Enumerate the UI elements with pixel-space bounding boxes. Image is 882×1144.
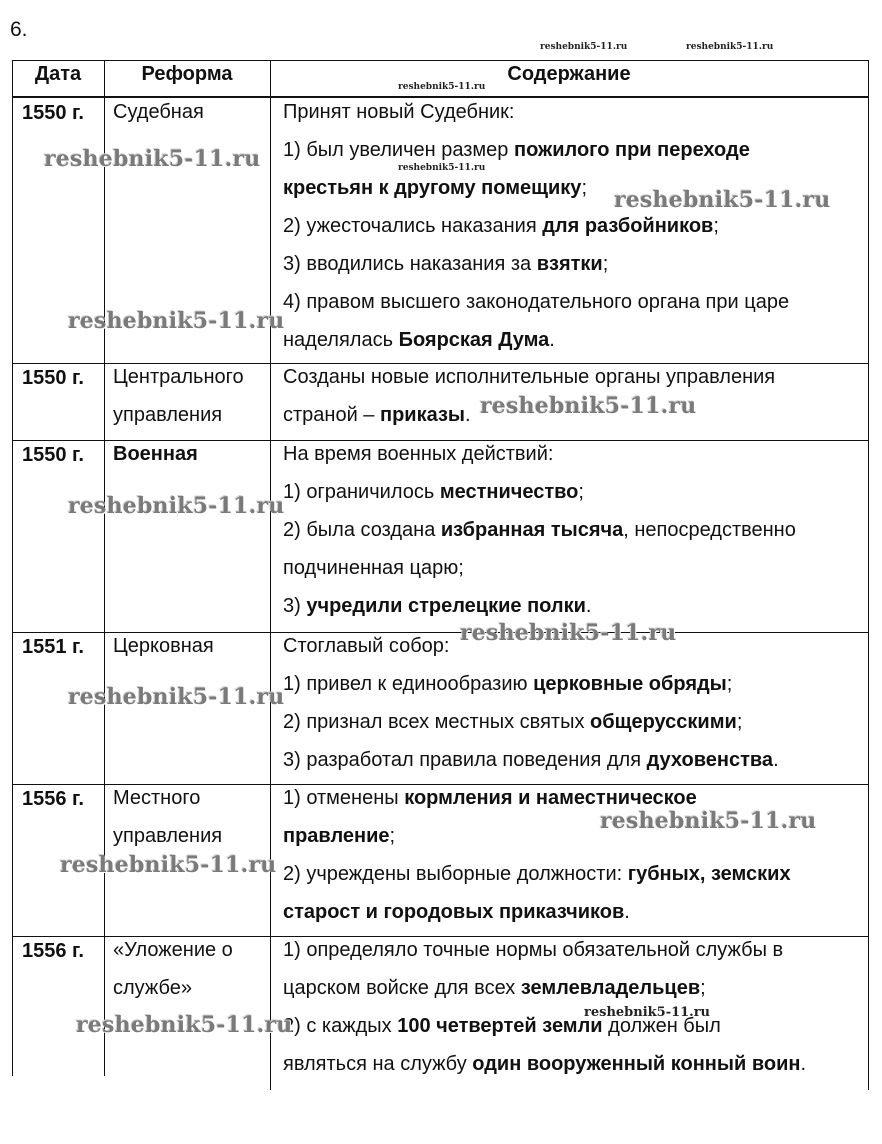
text-segment: 2) была создана: [283, 519, 441, 541]
bold-term: крестьян к другому помещику: [283, 177, 582, 199]
text-segment: 1) был увеличен размер: [283, 139, 514, 161]
bold-term: общерусскими: [590, 711, 737, 733]
text-segment: Принят новый Судебник:: [283, 101, 515, 123]
bold-term: духовенства: [646, 749, 774, 771]
row-content: [283, 627, 863, 779]
text-segment: 4) правом высшего законодательного органа при царе: [283, 291, 790, 313]
text-segment: На время военных действий:: [283, 443, 554, 465]
bold-term: 100 четвертей земли: [397, 1015, 603, 1037]
content-line: [283, 321, 863, 359]
content-line: [283, 358, 863, 396]
watermark: reshebnik5-11.ru: [68, 493, 285, 519]
text-segment: 2) с каждых: [283, 1015, 398, 1037]
content-line: [283, 703, 863, 741]
content-line: [283, 1045, 863, 1083]
text-segment: Стоглавый собор:: [283, 635, 450, 657]
text-segment: , непосредственно: [623, 519, 796, 541]
text-segment: ;: [736, 711, 743, 733]
watermark-small: reshebnik5-11.ru: [540, 42, 628, 52]
reform-line: Судебная: [113, 101, 204, 123]
content-line: [283, 511, 863, 549]
bold-term: приказы: [379, 404, 465, 426]
text-segment: .: [585, 595, 592, 617]
text-segment: 1) привел к единообразию: [283, 673, 534, 695]
content-line: [283, 855, 863, 893]
text-segment: 3): [283, 595, 307, 617]
text-segment: Созданы новые исполнительные органы управления: [283, 366, 776, 388]
text-segment: подчиненная царю;: [283, 557, 464, 579]
row-content: [283, 931, 863, 1083]
bold-term: один вооруженный конный воин: [472, 1053, 801, 1075]
text-segment: ;: [581, 177, 587, 199]
bold-term: местничество: [439, 481, 579, 503]
bold-term: взятки: [536, 253, 603, 275]
content-line: [283, 131, 863, 169]
bold-term: Боярская Дума: [398, 329, 550, 351]
text-segment: являться на службу: [283, 1053, 473, 1075]
content-line: [283, 741, 863, 779]
text-segment: страной –: [283, 404, 380, 426]
text-segment: .: [624, 901, 630, 923]
text-segment: 1) ограничилось: [283, 481, 440, 503]
bold-term: для разбойников: [542, 215, 714, 237]
reform-line: Военная: [113, 443, 198, 465]
content-line: [283, 665, 863, 703]
watermark: reshebnik5-11.ru: [44, 146, 261, 172]
content-line: [283, 969, 863, 1007]
reform-line: Церковная: [113, 635, 214, 657]
watermark-small: reshebnik5-11.ru: [398, 82, 486, 92]
task-number: 6.: [10, 18, 28, 41]
text-segment: 1) определяло точные нормы обязательной службы в: [283, 939, 784, 961]
text-segment: ;: [713, 215, 719, 237]
text-segment: наделялась: [283, 329, 399, 351]
row-content: [283, 779, 863, 931]
content-line: [283, 931, 863, 969]
row-date: 1550 г.: [22, 102, 84, 124]
watermark: reshebnik5-11.ru: [600, 808, 817, 834]
row-date: 1551 г.: [22, 636, 84, 658]
reform-line: службе»: [113, 977, 192, 999]
reform-line: управления: [113, 825, 223, 847]
bold-term: избранная тысяча: [440, 519, 624, 541]
content-line: [283, 283, 863, 321]
row-reform: [113, 779, 268, 855]
text-segment: 2) признал всех местных святых: [283, 711, 591, 733]
watermark: reshebnik5-11.ru: [480, 393, 697, 419]
row-date: 1556 г.: [22, 788, 84, 810]
row-reform: [113, 358, 268, 434]
text-segment: .: [773, 749, 779, 771]
row-date: 1550 г.: [22, 444, 84, 466]
text-segment: 1) отменены: [283, 787, 405, 809]
watermark: reshebnik5-11.ru: [60, 852, 277, 878]
reform-line: Центрального: [113, 366, 244, 388]
text-segment: 2) ужесточались наказания: [283, 215, 543, 237]
row-content: [283, 93, 863, 359]
bold-term: церковные обряды: [533, 673, 727, 695]
watermark: reshebnik5-11.ru: [614, 187, 831, 213]
text-segment: 2) учреждены выборные должности:: [283, 863, 628, 885]
content-line: [283, 93, 863, 131]
header-reform: Реформа: [141, 63, 233, 85]
row-date: 1550 г.: [22, 367, 84, 389]
content-line: [283, 245, 863, 283]
bold-term: губных, земских: [627, 863, 791, 885]
bold-term: землевладельцев: [520, 977, 701, 999]
row-reform: [113, 931, 268, 1007]
row-date: 1556 г.: [22, 940, 84, 962]
bold-term: пожилого при переходе: [514, 139, 750, 161]
content-line: [283, 1007, 863, 1045]
text-segment: ;: [389, 825, 396, 847]
text-segment: ;: [578, 481, 584, 503]
text-segment: .: [464, 404, 471, 426]
row-reform: [113, 435, 268, 473]
watermark-small: reshebnik5-11.ru: [686, 42, 774, 52]
bold-term: кормления и наместническое: [404, 787, 697, 809]
text-segment: ;: [602, 253, 609, 275]
watermark-small: reshebnik5-11.ru: [398, 163, 486, 173]
content-line: [283, 893, 863, 931]
bold-term: учредили стрелецкие полки: [306, 595, 586, 617]
text-segment: 3) вводились наказания за: [283, 253, 537, 275]
text-segment: должен был: [602, 1015, 721, 1037]
watermark: reshebnik5-11.ru: [460, 620, 677, 646]
content-line: [283, 549, 863, 587]
text-segment: ;: [726, 673, 733, 695]
row-reform: [113, 93, 268, 131]
header-date: Дата: [34, 63, 82, 85]
row-content: [283, 435, 863, 625]
reform-line: управления: [113, 404, 223, 426]
watermark: reshebnik5-11.ru: [68, 308, 285, 334]
watermark: reshebnik5-11.ru: [68, 684, 285, 710]
row-reform: [113, 627, 268, 665]
reform-line: «Уложение о: [113, 939, 233, 961]
header-content: Содержание: [507, 63, 631, 85]
text-segment: .: [800, 1053, 807, 1075]
text-segment: 3) разработал правила поведения для: [283, 749, 647, 771]
watermark-small: reshebnik5-11.ru: [584, 1005, 711, 1020]
watermark: reshebnik5-11.ru: [76, 1012, 293, 1038]
content-line: [283, 473, 863, 511]
text-segment: царском войске для всех: [283, 977, 521, 999]
bold-term: правление: [283, 825, 390, 847]
text-segment: .: [549, 329, 555, 351]
bold-term: старост и городовых приказчиков: [283, 901, 625, 923]
content-line: [283, 435, 863, 473]
text-segment: ;: [700, 977, 706, 999]
reform-line: Местного: [113, 787, 201, 809]
